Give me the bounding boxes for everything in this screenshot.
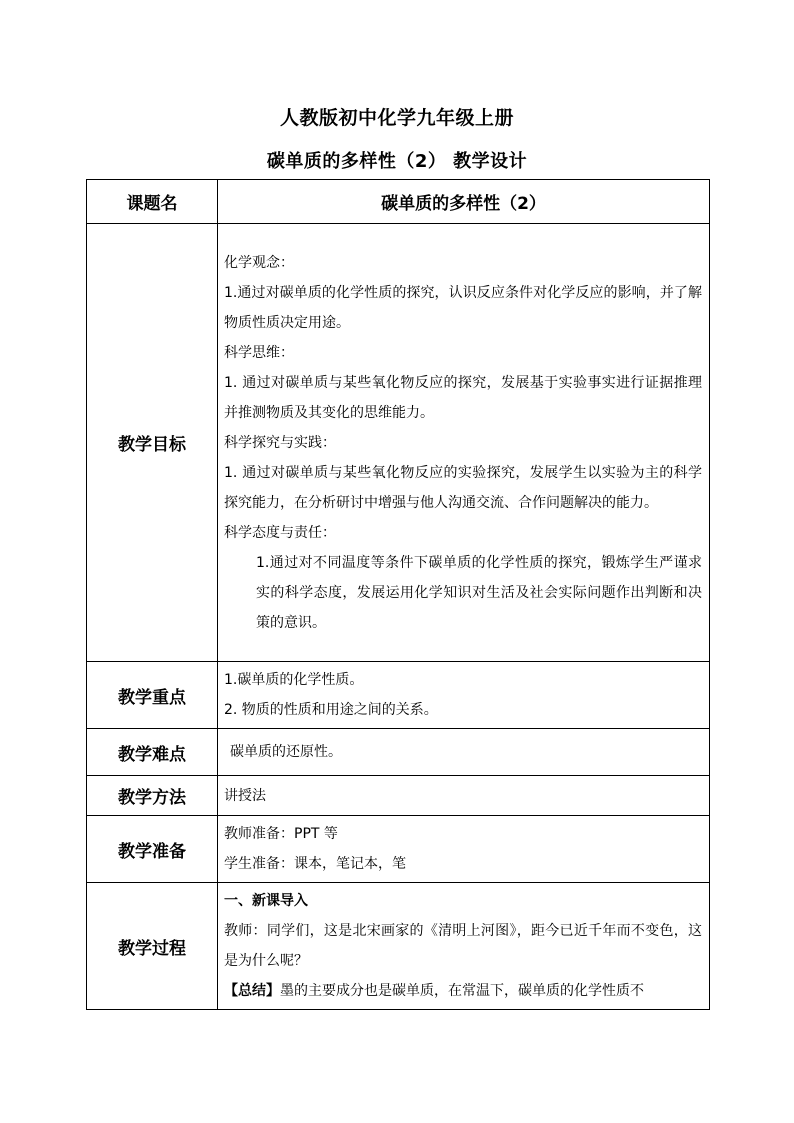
topic-label: 课题名: [87, 180, 218, 224]
difficulty-content: [218, 729, 710, 776]
goal-heading-attitude: 科学态度与责任：: [224, 524, 336, 541]
process-paragraph-2: [224, 976, 702, 1006]
goal-heading-thinking: 科学思维：: [224, 344, 294, 361]
key-label: 教学重点: [87, 662, 218, 729]
method-content: [218, 776, 710, 816]
goal-text-attitude: 1.通过对不同温度等条件下碳单质的化学性质的探究，锻炼学生严谨求实的科学态度，发展运用化学知识对生活及社会实际问题作出判断和决策的意识。: [256, 554, 702, 631]
prep-content: [218, 816, 710, 883]
process-label: 教学过程: [87, 883, 218, 1010]
topic-value: 碳单质的多样性（2）: [218, 180, 710, 224]
prep-student: 学生准备：课本，笔记本，笔: [224, 856, 406, 872]
goal-text-thinking: 1. 通过对碳单质与某些氧化物反应的探究，发展基于实验事实进行证据推理并推测物质及其变化的思维能力。: [224, 374, 702, 421]
key-point-2: 2. 物质的性质和用途之间的关系。: [224, 702, 438, 718]
method-value: 讲授法: [224, 787, 266, 804]
lesson-plan-table: [86, 179, 710, 1010]
goals-label: 教学目标: [87, 224, 218, 662]
document-subtitle: 碳单质的多样性（2） 教学设计: [266, 151, 528, 172]
table-row-prep: [87, 816, 710, 883]
table-row-goals: [87, 224, 710, 662]
difficulty-label: 教学难点: [87, 729, 218, 776]
summary-tag: 【总结】: [224, 983, 280, 999]
table-row-key: [87, 662, 710, 729]
goals-content: [218, 224, 710, 662]
table-row-topic: [87, 180, 710, 224]
process-heading: 一、新课导入: [224, 893, 308, 909]
table-row-difficulty: [87, 729, 710, 776]
difficulty-value: 碳单质的还原性。: [230, 744, 342, 760]
prep-label: 教学准备: [87, 816, 218, 883]
key-point-1: 1.碳单质的化学性质。: [224, 672, 364, 688]
method-label: 教学方法: [87, 776, 218, 816]
key-content: [218, 662, 710, 729]
process-content: [218, 883, 710, 1010]
goal-heading-inquiry: 科学探究与实践：: [224, 434, 336, 451]
summary-text: 墨的主要成分也是碳单质，在常温下，碳单质的化学性质不: [280, 983, 644, 999]
prep-teacher: 教师准备：PPT 等: [224, 826, 338, 842]
goal-text-concept: 1.通过对碳单质的化学性质的探究，认识反应条件对化学反应的影响，并了解物质性质决定用途。: [224, 284, 702, 331]
process-paragraph-1: 教师：同学们，这是北宋画家的《清明上河图》，距今已近千年而不变色，这是为什么呢？: [224, 923, 702, 969]
goal-text-inquiry: 1. 通过对碳单质与某些氧化物反应的实验探究，发展学生以实验为主的科学探究能力，在分析研讨中增强与他人沟通交流、合作问题解决的能力。: [224, 464, 702, 511]
document-title: 人教版初中化学九年级上册: [279, 107, 514, 129]
goal-heading-concept: 化学观念：: [224, 254, 294, 271]
table-row-method: [87, 776, 710, 816]
table-row-process: [87, 883, 710, 1010]
